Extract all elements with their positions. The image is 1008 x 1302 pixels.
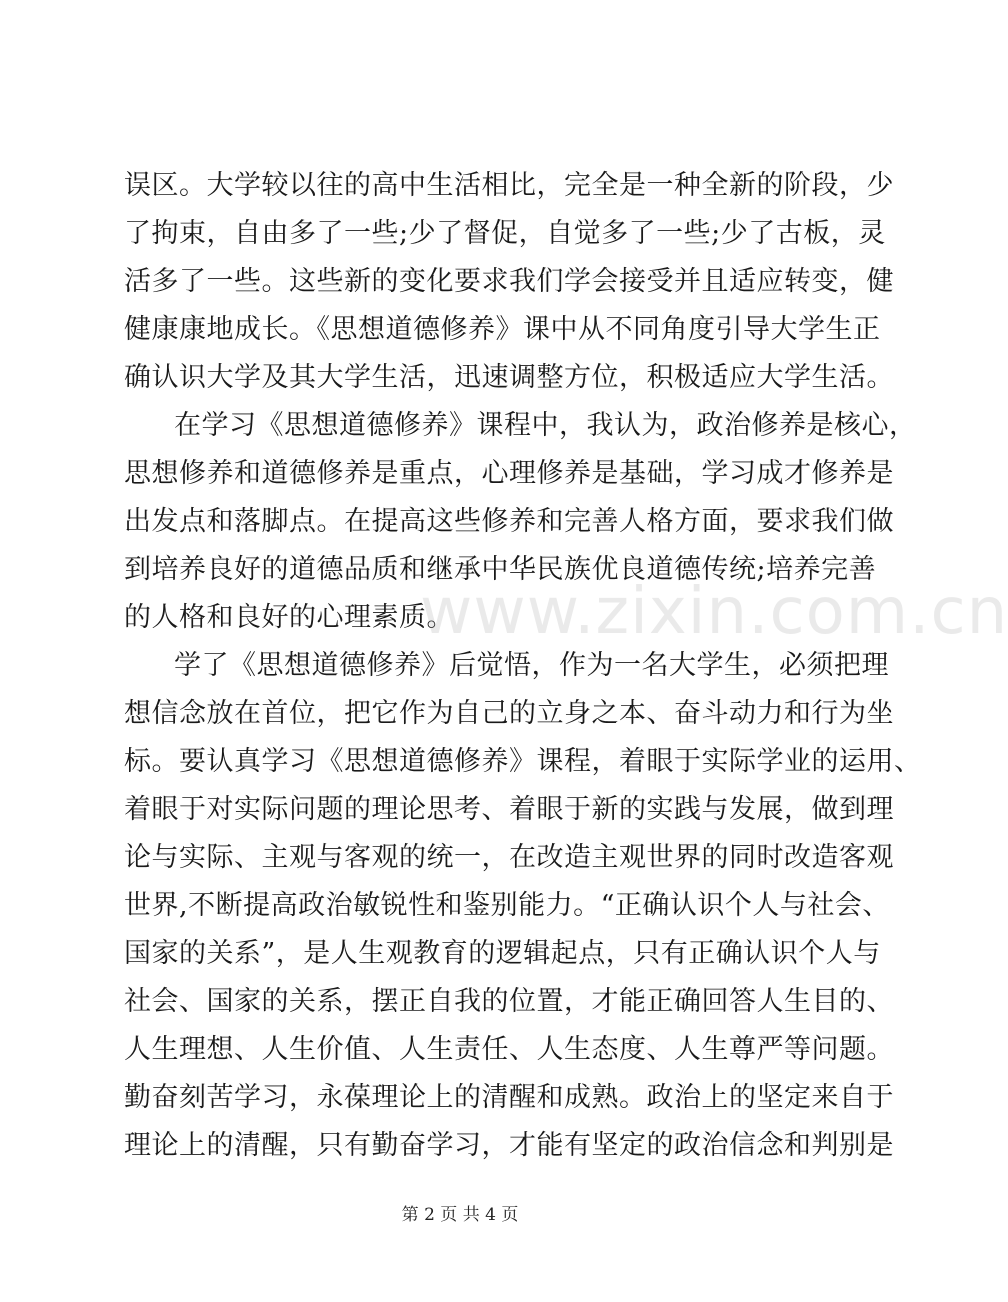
text-line: 着眼于对实际问题的理论思考、着眼于新的实践与发展，做到理 [124,794,894,825]
text-line: 国家的关系”，是人生观教育的逻辑起点，只有正确认识个人与 [124,938,881,969]
watermark: www.zixin.com.cn [420,575,1008,649]
text-line: 确认识大学及其大学生活，迅速调整方位，积极适应大学生活。 [124,362,894,393]
text-line: 世界,不断提高政治敏锐性和鉴别能力。“正确认识个人与社会、 [124,890,890,921]
page-number-footer: 第 2 页 共 4 页 [401,1205,519,1225]
text-line: 勤奋刻苦学习，永葆理论上的清醒和成熟。政治上的坚定来自于 [124,1082,894,1113]
text-line: 了拘束，自由多了一些;少了督促，自觉多了一些;少了古板，灵 [124,218,886,249]
text-line: 社会、国家的关系，摆正自我的位置，才能正确回答人生目的、 [124,986,894,1017]
text-line: 想信念放在首位，把它作为自己的立身之本、奋斗动力和行为坐 [124,698,894,729]
text-line: 理论上的清醒，只有勤奋学习，才能有坚定的政治信念和判别是 [124,1130,894,1161]
text-line: 到培养良好的道德品质和继承中华民族优良道德传统;培养完善 [124,554,877,585]
paragraph-first-line: 在学习《思想道德修养》课程中，我认为，政治修养是核心， [174,410,917,441]
text-line: 活多了一些。这些新的变化要求我们学会接受并且适应转变，健 [124,266,894,297]
text-line: 的人格和良好的心理素质。 [124,602,454,633]
text-line: 人生理想、人生价值、人生责任、人生态度、人生尊严等问题。 [124,1034,894,1065]
text-line: 标。要认真学习《思想道德修养》课程，着眼于实际学业的运用、 [124,746,922,777]
text-line: 论与实际、主观与客观的统一，在改造主观世界的同时改造客观 [124,842,894,873]
text-line: 出发点和落脚点。在提高这些修养和完善人格方面，要求我们做 [124,506,894,537]
paragraph-first-line: 学了《思想道德修养》后觉悟，作为一名大学生，必须把理 [174,650,889,681]
text-line: 误区。大学较以往的高中生活相比，完全是一种全新的阶段，少 [124,170,894,201]
text-line: 健康康地成长。《思想道德修养》课中从不同角度引导大学生正 [124,314,881,345]
text-line: 思想修养和道德修养是重点，心理修养是基础，学习成才修养是 [124,458,894,489]
